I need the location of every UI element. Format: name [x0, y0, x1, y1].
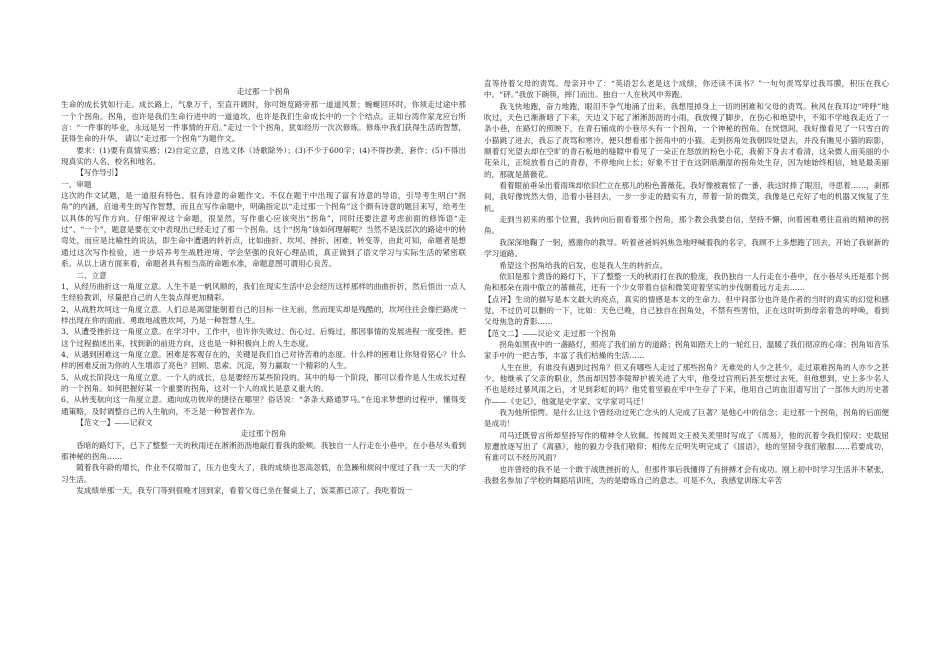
intent-item-2: 2、从战胜坎坷这一角度立意。人们总是渴望能朝着自己的目标一往无前，然而现实却是残酷的，坎坷往往会像拦路虎一样出现在你的面前。勇敢地战胜坎坷，乃是一种智慧人生。 — [61, 304, 466, 325]
section-heading-intent: 二、立意 — [76, 270, 107, 280]
essay-2-paragraph-2: 人生在世，有谁没有遇到过拐角？但又有哪些人走过了那些拐角？无难处的人少之甚少，走过艰难拐角的人亦少之甚少。他继承了父亲的职业，然而却因替李陵辩护被关进了大牢，他受过宫刑后甚至想过去死，但他想到，史上多少名人不也是经过暴风雨之后，才见到彩虹的吗？他凭着坚毅在牢中生存了下来，他用自己的血泪谱写出了一部伟大的历史著作——《史记》，他就是史学家、文学家司马迁！ — [484, 362, 889, 406]
essay-1-paragraph-9: 依旧是那个黄昏的路灯下，下了整整一天的秋雨打在我的脸庞，我仍独自一人行走在小巷中，在小巷尽头还是那个拐角和那朵在雨中傲立的蔷薇花，还有一个少女带着自信和微笑迎着坚实的步伐朝着远方走去…… — [484, 271, 889, 293]
essay-prompt-title: 走过那一个拐角 — [236, 87, 291, 96]
essay-2-paragraph-4: 司马迁既曾言所却坚持写作的精神令人钦佩。传闻周文王被关羑里时写成了《周易》，他的沉着令我们惊叹；史载屈原遭放逐写出了《离骚》，他的毅力令我们敬仰；相传左丘明失明完成了《国语》，他的坚韧令我们敬服……若要成功，有谁可以不经历风雨？ — [484, 430, 889, 463]
right-column — [484, 78, 889, 646]
model-essay-2-heading: 【范文二】——议论文 走过那一个拐角 — [484, 328, 617, 338]
essay-1-paragraph-8: 希望这个拐角给我的启发，也是我人生的转折点。 — [499, 260, 668, 270]
essay-1-paragraph-3: 发成绩单那一天，我专门等到很晚才回到家，看着父母已坐在餐桌上了，饭菜都已凉了，我吃着饭一 — [76, 486, 413, 496]
intent-item-3: 3、从遭受挫折这一角度立意。在学习中、工作中，也许你失败过、伤心过、后悔过，都因事情的发展进程一度受挫。把这个过程描述出来，找到新的前进方向，这也是一种积极向上的人生态度。 — [61, 327, 466, 348]
essay-1-paragraph-3-continued: 直等待着父母的责骂。母亲开中了：“英语怎么老是这个成绩，你还读不读书？”一句句责骂穿过我耳膜，积压在我心中。“砰。”我放下碗筷，摔门而出。独自一人在秋风中奔跑。 — [484, 79, 889, 100]
intent-item-6: 6、从转变航向这一角度立意。通向成功彼岸的捷径在哪里？俗话说：“条条大路通罗马。”在追求梦想的过程中，懂得变通策略，及时调整自己的人生航向，不乏是一种智者作为。 — [61, 395, 466, 416]
section-heading-topic: 一、审题 — [61, 179, 92, 189]
topic-analysis-paragraph: 这次的作文试题，是一道很有特色、很有诗意的命题作文。不仅在题干中出现了富有诗意的导语，引导考生明白“拐角”的内涵，启迪考生的写作智慧，而且在写作命题中，明确指定以“走过那一个拐角”这个颇有诗意的题目来写，给考生以具体的写作方向。仔细审视这个命题，很显然，写作重心应该突出“拐角”，同时还要注意考虑前面的修饰语“走过”、“一个”，题意是要在文中表现出已经走过了那一个拐角。这个“拐角”该如何理解呢？当然不是浅层次的路途中的转弯处，而应是比喻性的说法，即生命中遭遇的转折点，比如曲折、坎坷、挫折、困难、转变等，由此可知，命题者是想通过这次写作检验，进一步培养考生战胜逆境、学会坚强的良好心理品质，真正做到了语文学习与实际生活的紧密联系。从以上诸方面来看，命题者具有相当高的命题水准，命题意图可谓用心良苦。 — [61, 191, 466, 269]
essay-1-paragraph-4: 我飞快地跑，奋力地跑，眼泪不争气地涌了出来，我想甩掉身上一切的困难和父母的责骂。秋风在我耳边“呼呼”地吹过，天色已渐渐暗了下来，天边又下起了淅淅沥沥的小雨，我放慢了脚步，在伤心和绝望中，不知不学地我走近了一条小巷，在路灯的照映下，在青石铺成的小巷尽头有一个拐角，一个神秘的拐角。在恍惚间，我好像看见了一只雪白的小猫跳了进去，我忘了责骂和寒冷，便只想看那个拐角中的小猫。走到拐角处我朝四处望去，并没有瞧见小猫的踪影，顺着灯光望去却在空旷的青石板地的缝隙中看见了一朵正在怒放的粉色小花，我俯下身去才看清，这朵微人而美丽的小花朵儿，正绽放着自己的青春，不停地向上长；好象不甘于在这阴暗潮湿的拐角处生存，因为她始终相信，她是最美丽的，那就是蔷薇花。 — [484, 101, 889, 179]
essay-2-paragraph-5: 也许曾经的我不是一个敢于战胜挫折的人，但那件事后我懂得了有拼搏才会有成功。刚上初中时学习生活并不紧张，我报名参加了学校的舞蹈培训班，为的是磨炼自己的意志。可是不久，我感觉训练太辛苦 — [484, 464, 889, 486]
essay-1-paragraph-1: 昏暗的路灯下，已下了整整一天的秋雨还在淅淅沥沥地敲打着我的脸颊。我独自一人行走在小巷中，在小巷尽头看到那神秘的拐角…… — [61, 440, 466, 461]
essay-2-paragraph-3: 我为他所惊愕。是什么让这个曾经动过死亡念头的人完成了巨著？是他心中的信念；走过那一个拐角，拐角的后面便是成功！ — [484, 407, 889, 429]
intent-item-5: 5、从成长阶段这一角度立意。一个人的成长，总是要经历某些阶段的。其中的每一个阶段，都可以看作是人生成长过程的一个拐角。如何把握好某一个重要的拐角，这对一个人的成长是意义重大的。 — [61, 372, 466, 393]
essay-1-paragraph-7: 我深深地鞠了一躬，感谢你的教导。听着爸爸妈妈焦急地呼喊着我的名字，我顾不上多想跑了回去，开始了我崭新的学习道路。 — [484, 237, 889, 259]
commentary-paragraph: 【点评】生动的描写是本文最大的亮点，真实的情感是本文的生命力。但中间部分也许是作者的当时的真实的幻觉和感觉，不过仍可以删的一下，比如：天色已晚，自己独自在拐角处，不禁有些害怕，正在这时听到母亲着急的呼唤，看到父母焦急的背影…… — [484, 294, 889, 327]
model-essay-1-title: 走过那个拐角 — [240, 429, 287, 439]
essay-1-paragraph-6: 走到当初来的那个位置，我转向后面看着那个拐角，那个教会我要自信，坚持不懈，向着困难勇往直前的精神的拐角。 — [484, 215, 889, 236]
left-column — [61, 86, 466, 654]
intent-item-1: 1、从经历曲折这一角度立意。人生不是一帆风顺的，我们在现实生活中总会经历这样那样的曲曲折折，然后悟出一点人生经验教训，尽量把自己的人生装点得更加精彩。 — [61, 281, 466, 303]
prompt-paragraph: 生命的成长犹如行走。成长路上，气象万千，至直开阔时，你可饱览路旁那一道道风景；蜿蜒回环时，你须走过途中那一个个拐角。拐角，也许是我们生命行进中的一道道坎，也许是我们生命成长中的一个个结点。正如台湾作家龙应台所言：“一件事的毕业，永远是另一件事情的开启。”走过一个个拐角，犹如经历一次次修炼。修炼中我们获得生活的智慧，获得生命的升华。 请以“走过那一个拐角”为题作文。 — [61, 100, 466, 144]
essay-1-paragraph-5: 看着眼前垂朵出着雨珠却依旧伫立在那儿的粉色蔷薇花，我好像被震惊了一番，我这时捧了眼泪，寻思着……，刹那间，我好像恍然大悟，沿着小巷回去，一步一步走的踏实有力，带着一阶的微笑，我像是已充好了电的机器又恢复了生机。 — [484, 181, 889, 213]
model-essay-1-heading: 【范文一】——记叙文 — [76, 417, 153, 427]
intent-item-4: 4、从遇到困难这一角度立意。困难是客观存在的，关键是我们自己对待苦难的态度。什么样的困难让你刻骨铭心？什么样的困难反而为你的人生增添了亮色？回顾、思索、沉淀，努力赢取一个精彩的人生。 — [61, 349, 466, 371]
essay-1-paragraph-2: 随着我年龄的增长，作业不仅增加了，压力也变大了，我的成绩也忽高忽低，在急躁和烦闷中度过了我一天一天的学习生活。 — [61, 463, 466, 484]
writing-guide-heading: 【写作导引】 — [76, 168, 123, 178]
essay-2-paragraph-1: 拐角如黑夜中的一盏路灯，照亮了我们前方的道路；拐角如踏天上的一轮红日，温暖了我们彻凉的心扉；拐角如音乐家手中的一把古筝，丰富了我们枯燥的生活…… — [484, 339, 889, 361]
requirements-paragraph: 要求：(1)要有真情实感；(2)自定立意，自选文体（诗歌除外）；(3)不少于600字；(4)不得抄袭、套作；(5)不得出现真实的人名、校名和地名。 — [61, 145, 466, 167]
